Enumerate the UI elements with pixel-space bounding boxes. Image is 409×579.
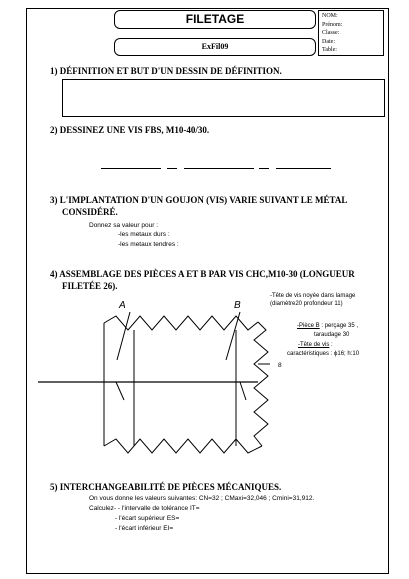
section-5-tolerance-interval: Calculez- - l'intervalle de tolérance IT= bbox=[89, 505, 200, 512]
info-label-classe: Classe: bbox=[322, 30, 340, 36]
exercise-reference: ExFil09 bbox=[114, 38, 316, 56]
break-line-bottom bbox=[104, 439, 262, 453]
section-2-title: 2) DESSINEZ UNE VIS FBS, M10-40/30. bbox=[50, 125, 210, 135]
note-screw-head-label: -Tête de vis bbox=[298, 342, 330, 348]
info-label-prenom: Prénom: bbox=[322, 21, 343, 28]
part-label-a: A bbox=[119, 300, 126, 311]
counterbore-left bbox=[116, 382, 124, 400]
section-3-item-hard-metals: -les metaux durs : bbox=[118, 231, 170, 238]
dimension-label: 8 bbox=[278, 362, 282, 369]
note-screw-head-line-2: caractéristiques : ϕ16; h:10 bbox=[287, 351, 360, 357]
section-3-title-line-1: 3) L'IMPLANTATION D'UN GOUJON (VIS) VARIE SUIVANT LE MÉTAL bbox=[50, 195, 348, 205]
section-5-lower-deviation: - l'écart inférieur EI= bbox=[115, 525, 174, 532]
section-3-title-line-2: CONSIDÉRÉ. bbox=[62, 207, 118, 217]
section-5-given-values: On vous donne les valeurs suivantes: CN=32 ; CMaxi=32,046 ; Cmini=31,912. bbox=[89, 495, 315, 502]
section-3-intro: Donnez sa valeur pour : bbox=[89, 222, 159, 229]
part-label-b: B bbox=[234, 300, 241, 311]
section-5-upper-deviation: - l'écart supérieur ES= bbox=[115, 515, 180, 522]
worksheet-title: FILETAGE bbox=[114, 10, 316, 29]
section-4-title-line-1: 4) ASSEMBLAGE DES PIÈCES A ET B PAR VIS CHC,M10-30 (LONGUEUR bbox=[50, 269, 355, 279]
section-3-item-soft-metals: -les metaux tendres : bbox=[118, 241, 179, 248]
info-label-table: Table: bbox=[322, 47, 337, 53]
counterbore-right bbox=[240, 382, 246, 400]
info-label-nom: NOM: bbox=[322, 13, 338, 19]
note-screw-head bbox=[298, 342, 333, 350]
note-screw-head-counterbore: -Tête de vis noyée dans lamage (diamètre20 profondeur 11) bbox=[270, 293, 356, 307]
note-part-b-text: : perçage 35 , bbox=[319, 323, 359, 329]
note-part-b-label: -Pièce B bbox=[297, 323, 320, 329]
section-1-title: 1) DÉFINITION ET BUT D'UN DESSIN DE DÉFINITION. bbox=[50, 66, 282, 76]
note-part-b-line-2: taraudage 30 bbox=[314, 332, 350, 338]
section-4-title-line-2: FILETÉE 26). bbox=[62, 281, 118, 291]
section-5-title: 5) INTERCHANGEABILITÉ DE PIÈCES MÉCANIQUES. bbox=[50, 482, 282, 492]
break-line-right bbox=[254, 322, 268, 446]
note-part-b bbox=[297, 323, 358, 331]
info-label-date: Date: bbox=[322, 38, 335, 45]
note-screw-head-text: : bbox=[329, 342, 333, 348]
